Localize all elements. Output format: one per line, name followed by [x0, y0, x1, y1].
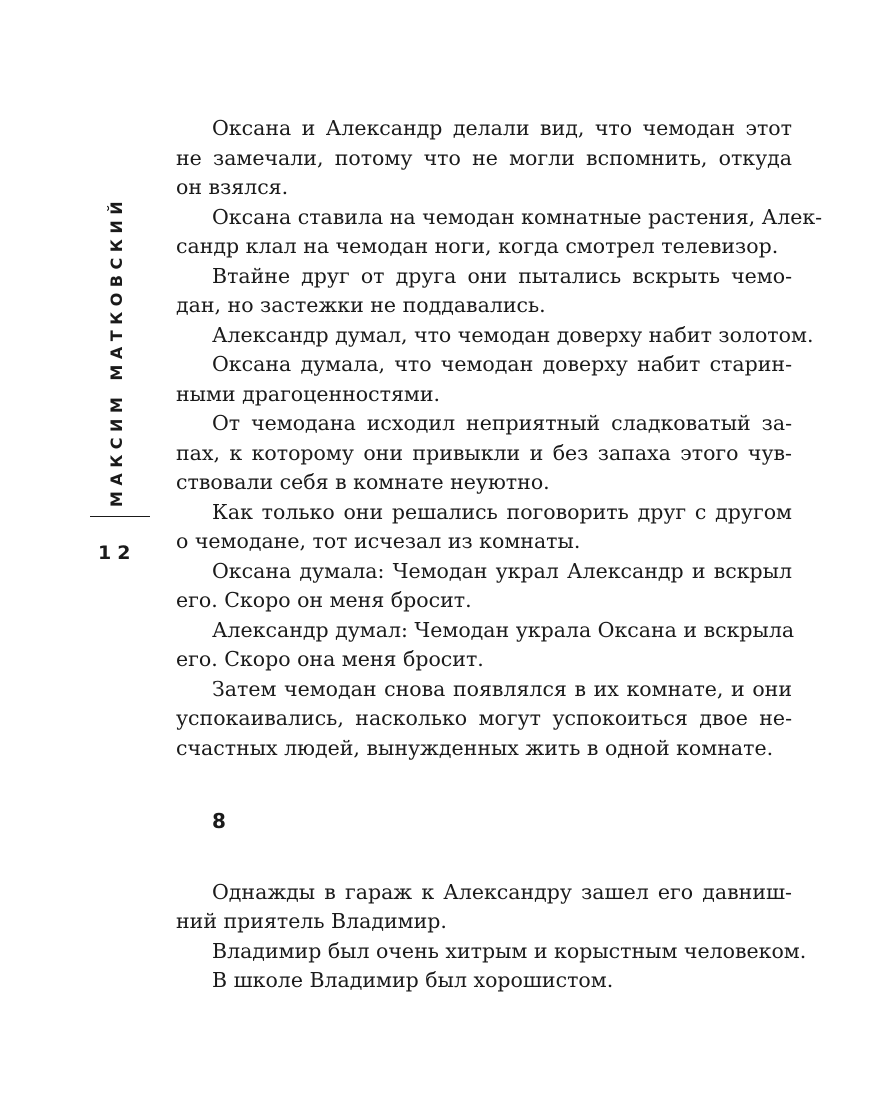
- text-line: не замечали, потому что не могли вспомнить, откуда: [176, 145, 792, 170]
- text-line: его. Скоро он меня бросит.: [176, 588, 472, 612]
- author-name: МАКСИМ МАТКОВСКИЙ: [107, 195, 127, 507]
- paragraph: [176, 966, 792, 996]
- text-line: сандр клал на чемодан ноги, когда смотрел телевизор.: [176, 234, 779, 258]
- paragraph: [176, 675, 792, 764]
- text-line: Затем чемодан снова появлялся в их комнате, и они: [212, 676, 792, 701]
- body-text: [176, 114, 823, 996]
- text-line: дан, но застежки не поддавались.: [176, 293, 546, 317]
- text-line: успокаивались, насколько могут успокоиться двое не-: [176, 706, 792, 730]
- text-line: Оксана и Александр делали вид, что чемодан этот: [212, 116, 792, 140]
- text-line: Александр думал, что чемодан доверху набит золотом.: [212, 322, 814, 347]
- paragraph: [176, 262, 792, 321]
- text-line: Оксана думала: Чемодан украл Александр и вскрыл: [212, 558, 792, 583]
- paragraph: [176, 557, 792, 616]
- text-line: его. Скоро она меня бросит.: [176, 647, 484, 671]
- paragraph: [176, 937, 807, 967]
- text-line: ными драгоценностями.: [176, 381, 441, 406]
- text-line: он взялся.: [176, 175, 289, 199]
- text-line: счастных людей, вынужденных жить в одной комнате.: [176, 735, 774, 760]
- text-line: о чемодане, тот исчезал из комнаты.: [176, 529, 581, 553]
- text-line: Однажды в гараж к Александру зашел его давниш-: [212, 879, 792, 904]
- section-number: 8: [212, 809, 226, 833]
- text-line: Втайне друг от друга они пытались вскрыть чемо-: [212, 263, 792, 288]
- paragraph: [176, 616, 795, 675]
- paragraph: [176, 350, 792, 409]
- text-line: ствовали себя в комнате неуютно.: [176, 470, 550, 494]
- text-line: пах, к которому они привыкли и без запаха этого чув-: [176, 440, 792, 465]
- paragraph: [176, 114, 792, 203]
- paragraph: [176, 203, 823, 262]
- paragraph: [176, 409, 792, 498]
- paragraph: [176, 878, 792, 937]
- text-line: Александр думал: Чемодан украла Оксана и вскрыла: [212, 617, 795, 642]
- text-line: Владимир был очень хитрым и корыстным человеком.: [212, 938, 807, 963]
- paragraph: [176, 498, 792, 557]
- page-number: 12: [98, 542, 137, 564]
- text-line: Как только они решались поговорить друг с другом: [212, 499, 792, 524]
- paragraph: [176, 321, 814, 351]
- text-line: В школе Владимир был хорошистом.: [212, 968, 614, 992]
- running-head: [102, 195, 132, 507]
- text-line: Оксана думала, что чемодан доверху набит старин-: [212, 352, 792, 376]
- text-line: ний приятель Владимир.: [176, 909, 447, 933]
- text-line: От чемодана исходил неприятный сладковатый за-: [212, 411, 792, 435]
- text-line: Оксана ставила на чемодан комнатные растения, Алек-: [212, 204, 823, 229]
- header-divider: [90, 516, 150, 517]
